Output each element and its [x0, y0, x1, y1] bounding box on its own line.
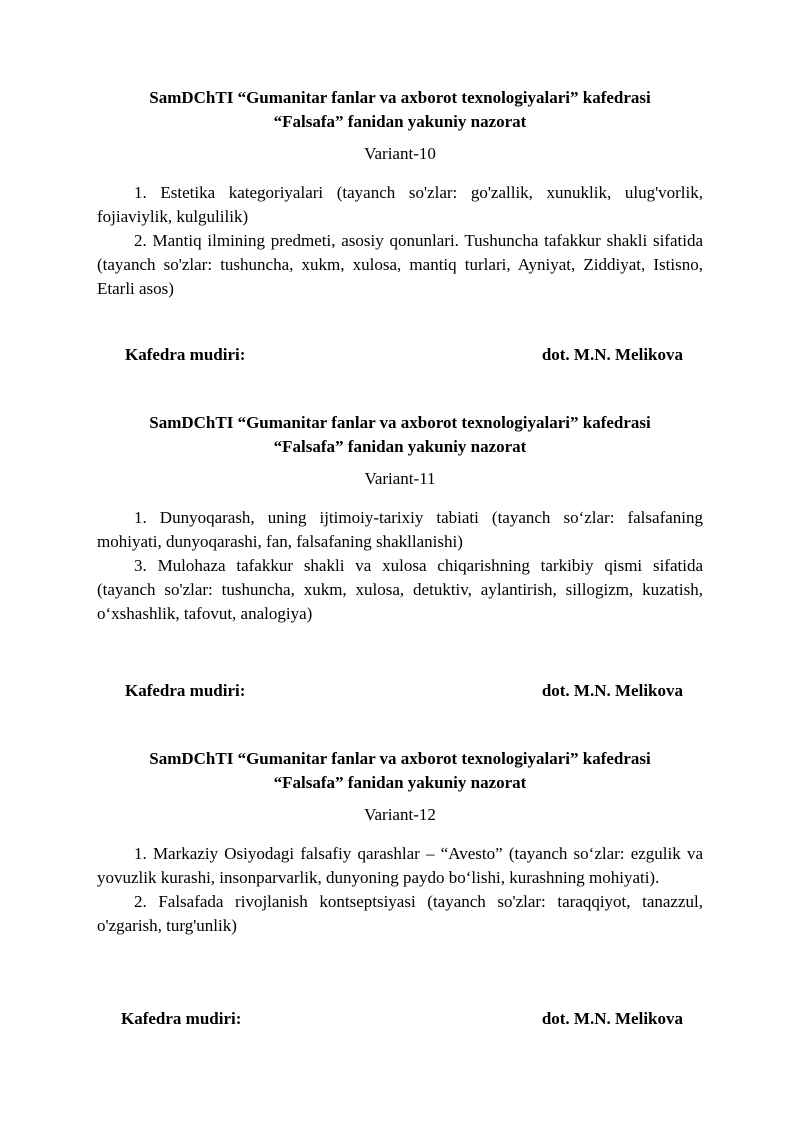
question-list	[97, 842, 703, 938]
block-header	[97, 86, 703, 134]
signature-name: dot. M.N. Melikova	[541, 345, 683, 364]
question-item: 1. Dunyoqarash, uning ijtimoiy-tarixiy tabiati (tayanch so‘zlar: falsafaning mohiyati, dunyoqarashi, fan, falsafaning shakllanishi)	[97, 508, 703, 551]
signature-name: dot. M.N. Melikova	[541, 1009, 683, 1028]
question-item: 3. Mulohaza tafakkur shakli va xulosa chiqarishning tarkibiy qismi sifatida (tayanch so'zlar: tushuncha, xukm, xulosa, detuktiv, aylantirish, sillogizm, kuzatish, o‘xshashlik, tafovut, analogiya)	[97, 556, 703, 623]
block-header	[97, 411, 703, 459]
variant-title: Variant-10	[364, 144, 436, 163]
exam-block-variant-12	[97, 747, 703, 938]
variant-title: Variant-11	[364, 469, 436, 488]
header-department: SamDChTI “Gumanitar fanlar va axborot texnologiyalari” kafedrasi	[149, 749, 651, 768]
question-item: 2. Falsafada rivojlanish kontseptsiyasi (tayanch so'zlar: taraqqiyot, tanazzul, o'zgarish, turg'unlik)	[97, 892, 703, 935]
signature-name: dot. M.N. Melikova	[541, 681, 683, 700]
exam-block-variant-10	[97, 86, 703, 301]
question-item: 1. Markaziy Osiyodagi falsafiy qarashlar – “Avesto” (tayanch so‘zlar: ezgulik va yovuzlik kurashi, insonparvarlik, dunyoning paydo bo‘lishi, kurashning mohiyati).	[97, 844, 703, 887]
question-item: 2. Mantiq ilmining predmeti, asosiy qonunlari. Tushuncha tafakkur shakli sifatida (tayanch so'zlar: tushuncha, xukm, xulosa, mantiq turlari, Ayniyat, Ziddiyat, Istisno, Etarli asos)	[97, 231, 703, 298]
question-list	[97, 181, 703, 301]
signature-label: Kafedra mudiri:	[125, 681, 246, 700]
variant-title: Variant-12	[364, 805, 436, 824]
header-department: SamDChTI “Gumanitar fanlar va axborot texnologiyalari” kafedrasi	[149, 413, 651, 432]
question-list	[97, 506, 703, 626]
signature-label: Kafedra mudiri:	[125, 345, 246, 364]
header-subject: “Falsafa” fanidan yakuniy nazorat	[273, 437, 527, 456]
block-header	[97, 747, 703, 795]
header-department: SamDChTI “Gumanitar fanlar va axborot texnologiyalari” kafedrasi	[149, 88, 651, 107]
exam-block-variant-11	[97, 411, 703, 626]
header-subject: “Falsafa” fanidan yakuniy nazorat	[273, 112, 527, 131]
signature-label: Kafedra mudiri:	[121, 1009, 242, 1028]
question-item: 1. Estetika kategoriyalari (tayanch so'zlar: go'zallik, xunuklik, ulug'vorlik, fojiaviylik, kulgulilik)	[97, 183, 703, 226]
header-subject: “Falsafa” fanidan yakuniy nazorat	[273, 773, 527, 792]
